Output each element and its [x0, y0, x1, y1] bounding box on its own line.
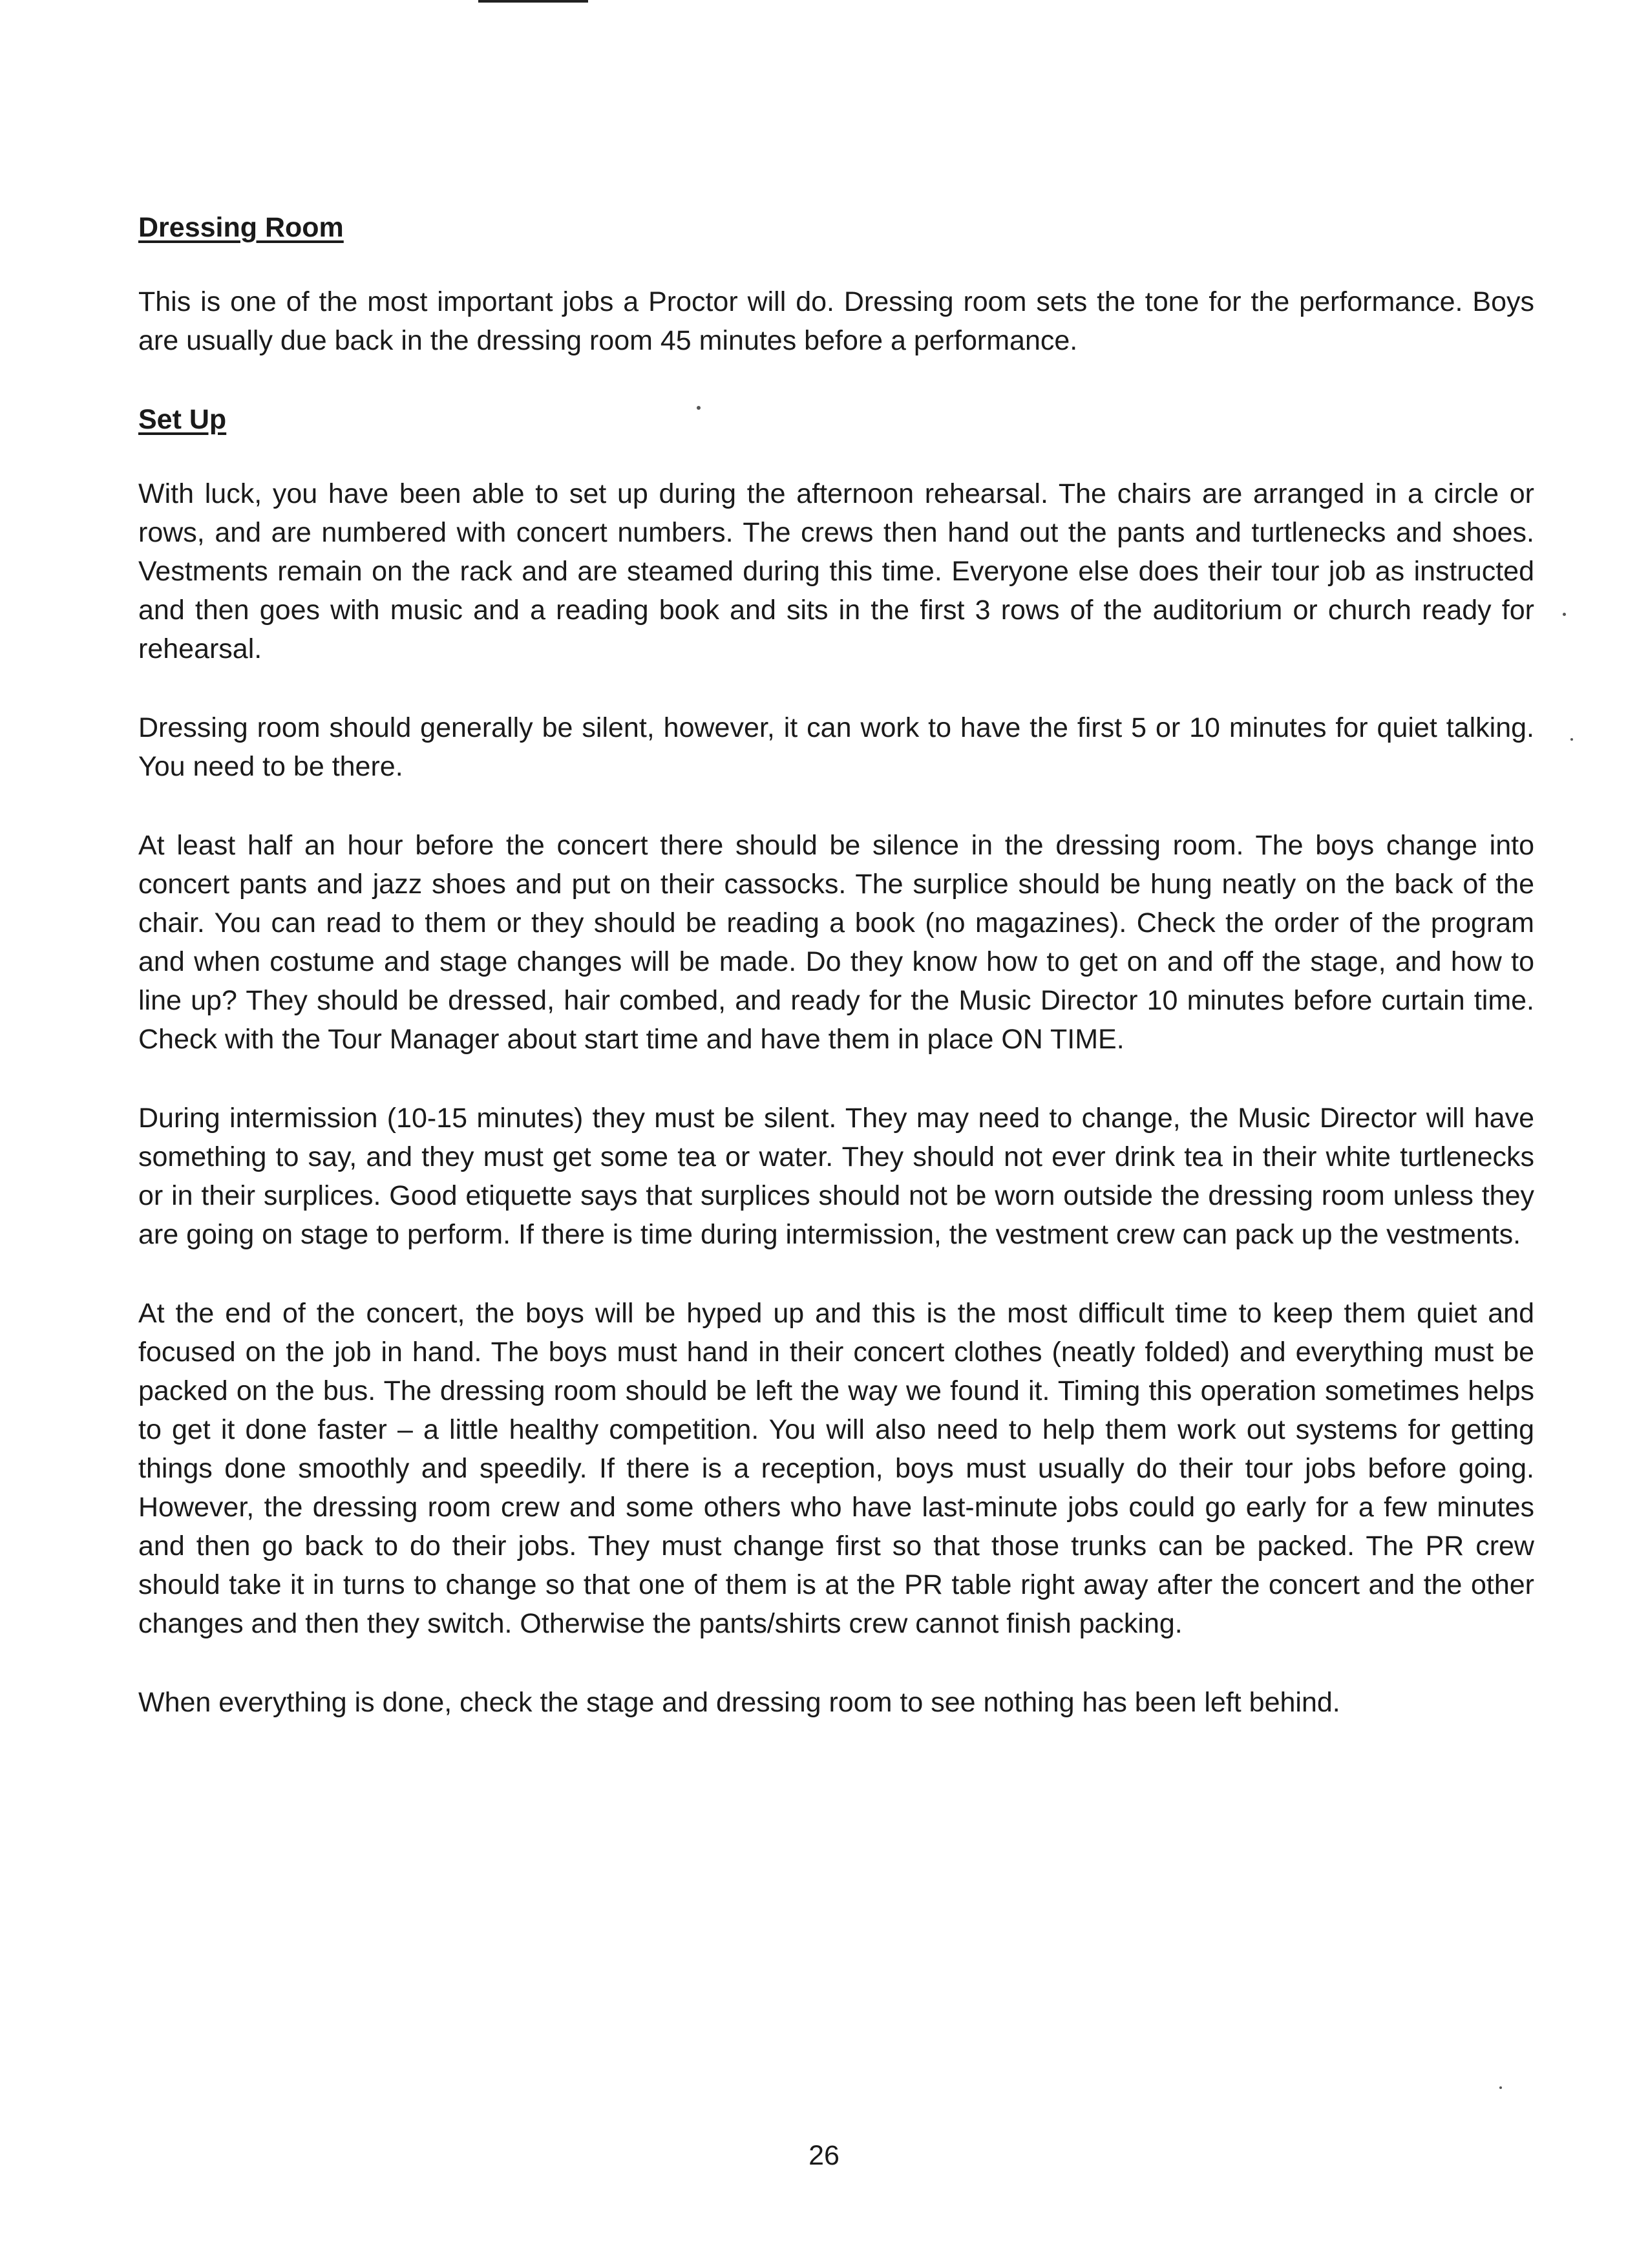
paragraph-intro: This is one of the most important jobs a Proctor will do. Dressing room sets the tone for the performance. Boys are usually due back in the dressing room 45 minutes before a performance.	[138, 286, 1534, 356]
paragraph-intermission: During intermission (10-15 minutes) they must be silent. They may need to change, the Music Director will have something to say, and they must get some tea or water. They should not ever drink tea in their white turtlenecks or in their surplices. Good etiquette says that surplices should not be worn outside the dressing room unless they are going on stage to perform. If there is time during intermission, the vestment crew can pack up the vestments.	[138, 1103, 1534, 1250]
scan-speck	[1570, 738, 1573, 741]
heading-set-up: Set Up	[138, 404, 227, 435]
paragraph-end-of-concert: At the end of the concert, the boys will be hyped up and this is the most difficult time to keep them quiet and focused on the job in hand. The boys must hand in their concert clothes (neatly folded) and everything must be packed on the bus. The dressing room should be left the way we found it. Timing this operation sometimes helps to get it done faster – a little healthy competition. You will also need to help them work out systems for getting things done smoothly and speedily. If there is a reception, boys must usually do their tour jobs before going. However, the dressing room crew and some others who have last-minute jobs could go early for a few minutes and then go back to do their jobs. They must change first so that those trunks can be packed. The PR crew should take it in turns to change so that one of them is at the PR table right away after the concert and the other changes and then they switch. Otherwise the pants/shirts crew cannot finish packing.	[138, 1298, 1534, 1639]
paragraph-before-concert: At least half an hour before the concert there should be silence in the dressing room. The boys change into concert pants and jazz shoes and put on their cassocks. The surplice should be hung neatly on the back of the chair. You can read to them or they should be reading a book (no magazines). Check the order of the program and when costume and stage changes will be made. Do they know how to get on and off the stage, and how to line up? They should be dressed, hair combed, and ready for the Music Director 10 minutes before curtain time. Check with the Tour Manager about start time and have them in place ON TIME.	[138, 830, 1534, 1055]
document-body	[138, 208, 1534, 1722]
scan-speck	[1563, 613, 1566, 616]
paragraph-when-done: When everything is done, check the stage and dressing room to see nothing has been left behind.	[138, 1687, 1340, 1718]
paragraph-silence: Dressing room should generally be silent, however, it can work to have the first 5 or 10 minutes for quiet talking. You need to be there.	[138, 712, 1534, 782]
scan-speck	[697, 406, 701, 410]
top-rule	[478, 0, 588, 3]
heading-dressing-room: Dressing Room	[138, 212, 344, 243]
paragraph-setup: With luck, you have been able to set up during the afternoon rehearsal. The chairs are arranged in a circle or rows, and are numbered with concert numbers. The crews then hand out the pants and turtlenecks and shoes. Vestments remain on the rack and are steamed during this time. Everyone else does their tour job as instructed and then goes with music and a reading book and sits in the first 3 rows of the auditorium or church ready for rehearsal.	[138, 478, 1534, 664]
page-number: 26	[808, 2140, 840, 2171]
scan-speck	[1499, 2086, 1502, 2089]
